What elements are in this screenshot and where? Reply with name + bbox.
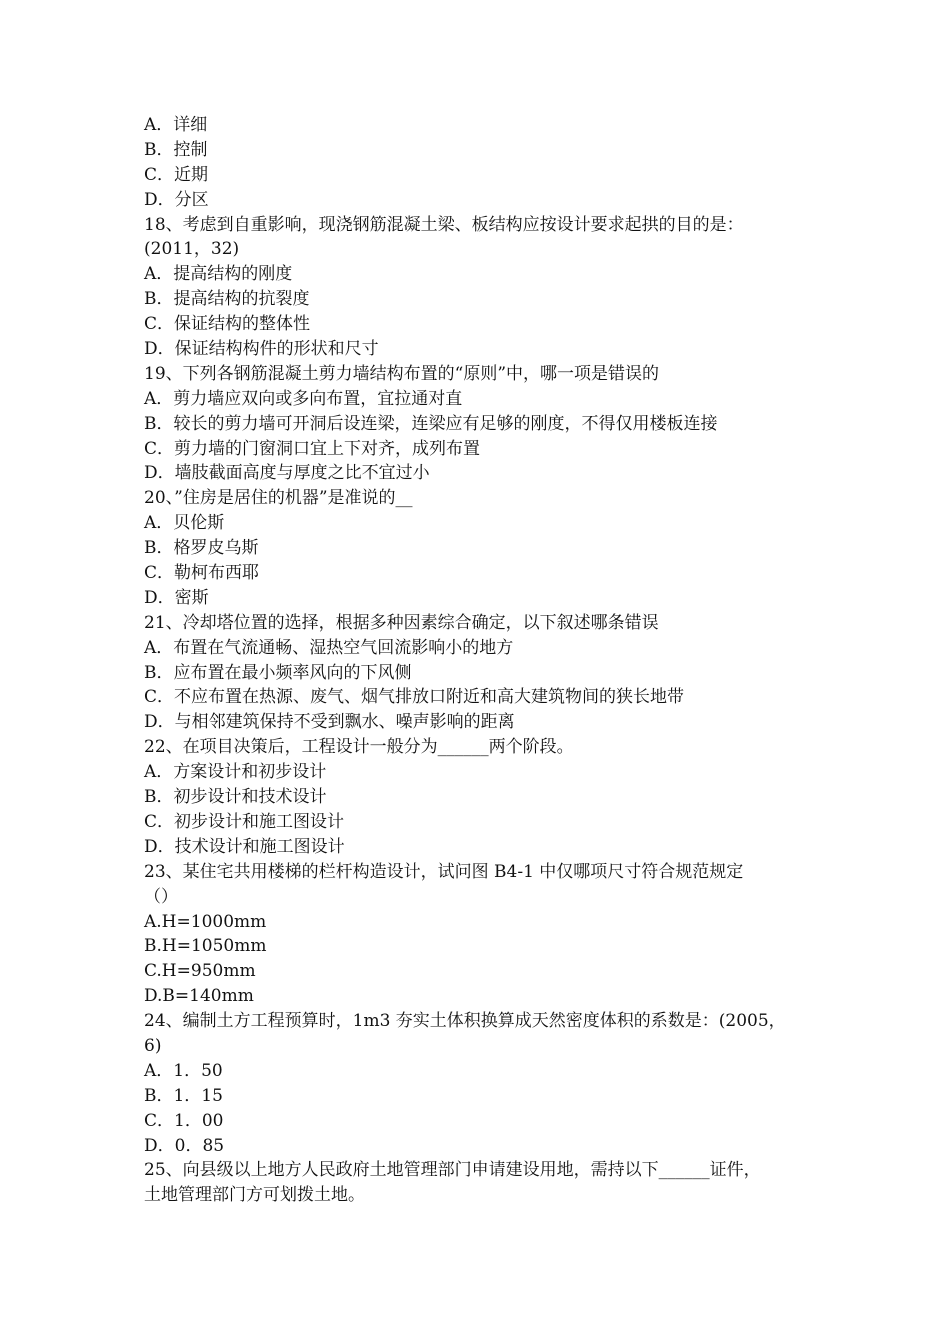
option-line: B．格罗皮乌斯 (144, 538, 259, 559)
option-line: C．保证结构的整体性 (144, 314, 311, 335)
option-line: C．勒柯布西耶 (144, 563, 260, 584)
question-23-cont: （） (144, 886, 178, 907)
option-line: A．方案设计和初步设计 (144, 762, 327, 783)
option-line: D．墙肢截面高度与厚度之比不宜过小 (144, 463, 430, 484)
option-line: C．1．00 (144, 1110, 224, 1131)
question-18-cont: (2011，32) (144, 239, 240, 260)
option-line: A．贝伦斯 (144, 513, 225, 534)
option-line: B．应布置在最小频率风向的下风侧 (144, 662, 412, 683)
option-line: D.B=140mm (144, 986, 254, 1007)
option-line: B．初步设计和技术设计 (144, 787, 327, 808)
option-line: A.H=1000mm (144, 911, 267, 932)
question-22: 22、在项目决策后，工程设计一般分为______两个阶段。 (144, 737, 574, 758)
option-line: A．详细 (144, 115, 208, 135)
option-line: C.H=950mm (144, 961, 256, 982)
option-line: A．1．50 (144, 1060, 223, 1081)
option-line: D．与相邻建筑保持不受到飘水、噪声影响的距离 (144, 712, 515, 733)
question-21: 21、冷却塔位置的选择，根据多种因素综合确定，以下叙述哪条错误 (144, 612, 659, 633)
question-23: 23、某住宅共用楼梯的栏杆构造设计，试问图 B4-1 中仅哪项尺寸符合规范规定 (144, 861, 744, 882)
option-line: C．剪力墙的门窗洞口宜上下对齐，成列布置 (144, 438, 481, 459)
option-line: D．0．85 (144, 1135, 225, 1156)
option-line: C．不应布置在热源、废气、烟气排放口附近和高大建筑物间的狭长地带 (144, 687, 685, 708)
question-18: 18、考虑到自重影响，现浇钢筋混凝土梁、板结构应按设计要求起拱的目的是： (144, 214, 744, 235)
option-line: B．控制 (144, 139, 208, 160)
option-line: A．剪力墙应双向或多向布置，宜拉通对直 (144, 388, 463, 409)
option-line: A．布置在气流通畅、湿热空气回流影响小的地方 (144, 637, 514, 658)
question-25-cont: 土地管理部门方可划拨土地。 (144, 1185, 365, 1206)
option-line: C．近期 (144, 164, 209, 185)
question-24: 24、编制土方工程预算时，1m3 夯实土体积换算成天然密度体积的系数是：(2005， (144, 1011, 786, 1032)
question-24-cont: 6) (144, 1035, 162, 1056)
option-line: D．密斯 (144, 587, 209, 608)
option-line: A．提高结构的刚度 (144, 264, 293, 285)
option-line: B.H=1050mm (144, 936, 267, 957)
question-20: 20、”住房是居住的机器”是准说的__ (144, 488, 413, 509)
question-19: 19、下列各钢筋混凝土剪力墙结构布置的“原则”中，哪一项是错误的 (144, 363, 660, 384)
option-line: D．分区 (144, 189, 209, 210)
document-page (144, 113, 814, 1208)
option-line: D．技术设计和施工图设计 (144, 836, 345, 857)
question-25: 25、向县级以上地方人民政府土地管理部门申请建设用地，需持以下______证件， (144, 1160, 761, 1181)
option-line: D．保证结构构件的形状和尺寸 (144, 339, 379, 360)
option-line: B．较长的剪力墙可开洞后设连梁，连梁应有足够的刚度，不得仅用楼板连接 (144, 413, 718, 434)
option-line: C．初步设计和施工图设计 (144, 811, 345, 832)
option-line: B．提高结构的抗裂度 (144, 289, 310, 310)
option-line: B．1．15 (144, 1085, 223, 1106)
